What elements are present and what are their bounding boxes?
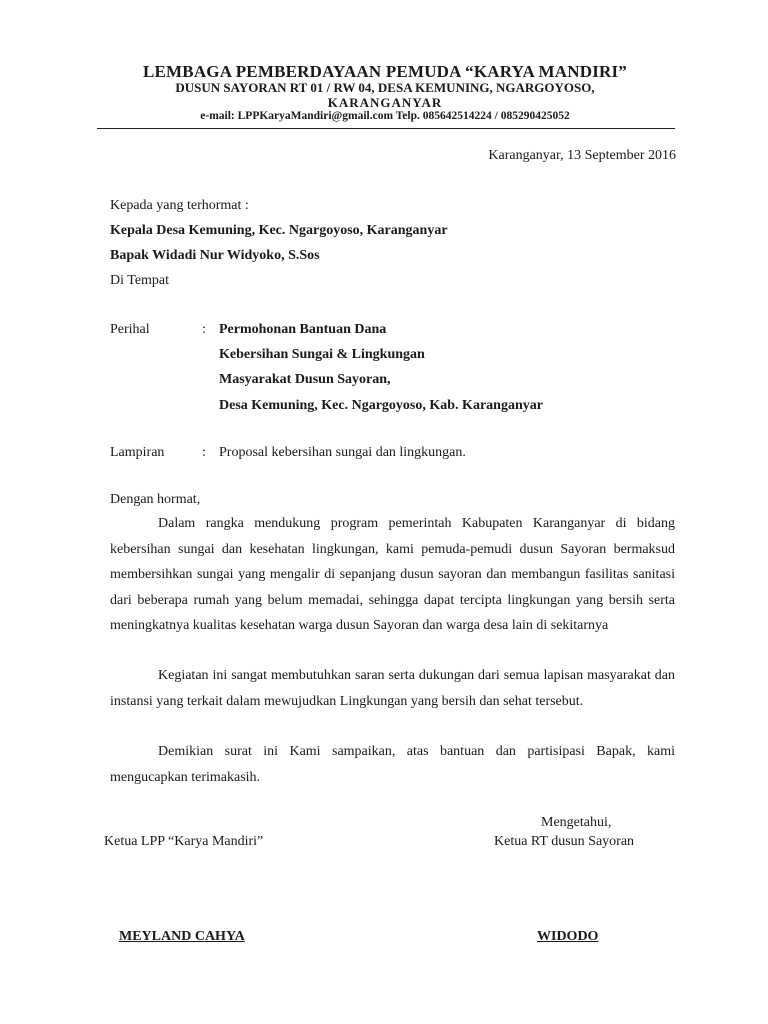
subject-colon: : [202, 322, 206, 337]
letter-date: Karanganyar, 13 September 2016 [488, 148, 676, 163]
letterhead-title: LEMBAGA PEMBERDAYAAN PEMUDA “KARYA MANDIRI” [142, 62, 628, 81]
greeting: Dengan hormat, [110, 492, 201, 507]
subject-line: Masyarakat Dusun Sayoran, [219, 372, 391, 387]
subject-line: Kebersihan Sungai & Lingkungan [219, 347, 425, 362]
subject-line: Desa Kemuning, Kec. Ngargoyoso, Kab. Karanganyar [219, 398, 543, 413]
letterhead-address-line1: DUSUN SAYORAN RT 01 / RW 04, DESA KEMUNING, NGARGOYOSO, [175, 80, 595, 95]
attachment-value: Proposal kebersihan sungai dan lingkungan. [219, 445, 466, 460]
body-paragraph-3-text: Demikian surat ini Kami sampaikan, atas bantuan dan partisipasi Bapak, kami mengucapkan terimakasih. [110, 744, 675, 785]
attachment-colon: : [202, 445, 206, 460]
letterhead-divider [97, 128, 675, 129]
recipient-salutation: Kepada yang terhormat : [110, 198, 249, 213]
subject-label: Perihal [110, 322, 150, 337]
recipient-line3: Di Tempat [110, 273, 170, 288]
signature-left-title: Ketua LPP “Karya Mandiri” [104, 834, 264, 849]
body-paragraph-3 [110, 739, 675, 790]
recipient-line1: Kepala Desa Kemuning, Kec. Ngargoyoso, Karanganyar [110, 223, 448, 238]
recipient-line2: Bapak Widadi Nur Widyoko, S.Sos [110, 248, 320, 263]
body-paragraph-2-text: Kegiatan ini sangat membutuhkan saran serta dukungan dari semua lapisan masyarakat dan instansi yang terkait dalam mewujudkan Lingkungan yang bersih dan sehat tersebut. [110, 668, 675, 709]
letterhead-address-line2: KARANGANYAR [327, 95, 443, 110]
letterhead-contact: e-mail: LPPKaryaMandiri@gmail.com Telp. 085642514224 / 085290425052 [200, 110, 570, 122]
signature-right-title: Ketua RT dusun Sayoran [494, 834, 635, 849]
subject-line: Permohonan Bantuan Dana [219, 322, 387, 337]
attachment-label: Lampiran [110, 445, 165, 460]
signature-right-name: WIDODO [537, 929, 599, 944]
body-paragraph-1-text: Dalam rangka mendukung program pemerintah Kabupaten Karanganyar di bidang kebersihan sungai dan kesehatan lingkungan, kami pemuda-pemudi dusun Sayoran bermaksud membersihkan sungai yang mengalir di sepanjang dusun sayoran dan membangun fasilitas sanitasi dari beberapa rumah yang belum memadai, sehingga dapat tercipta lingkungan yang bersih serta meningkatnya kualitas kesehatan warga dusun Sayoran dan warga desa lain di sekitarnya [110, 516, 675, 633]
body-paragraph-2 [110, 663, 675, 714]
signature-left-name: MEYLAND CAHYA [119, 929, 245, 944]
acknowledged-label: Mengetahui, [541, 815, 612, 830]
body-paragraph-1 [110, 511, 675, 639]
